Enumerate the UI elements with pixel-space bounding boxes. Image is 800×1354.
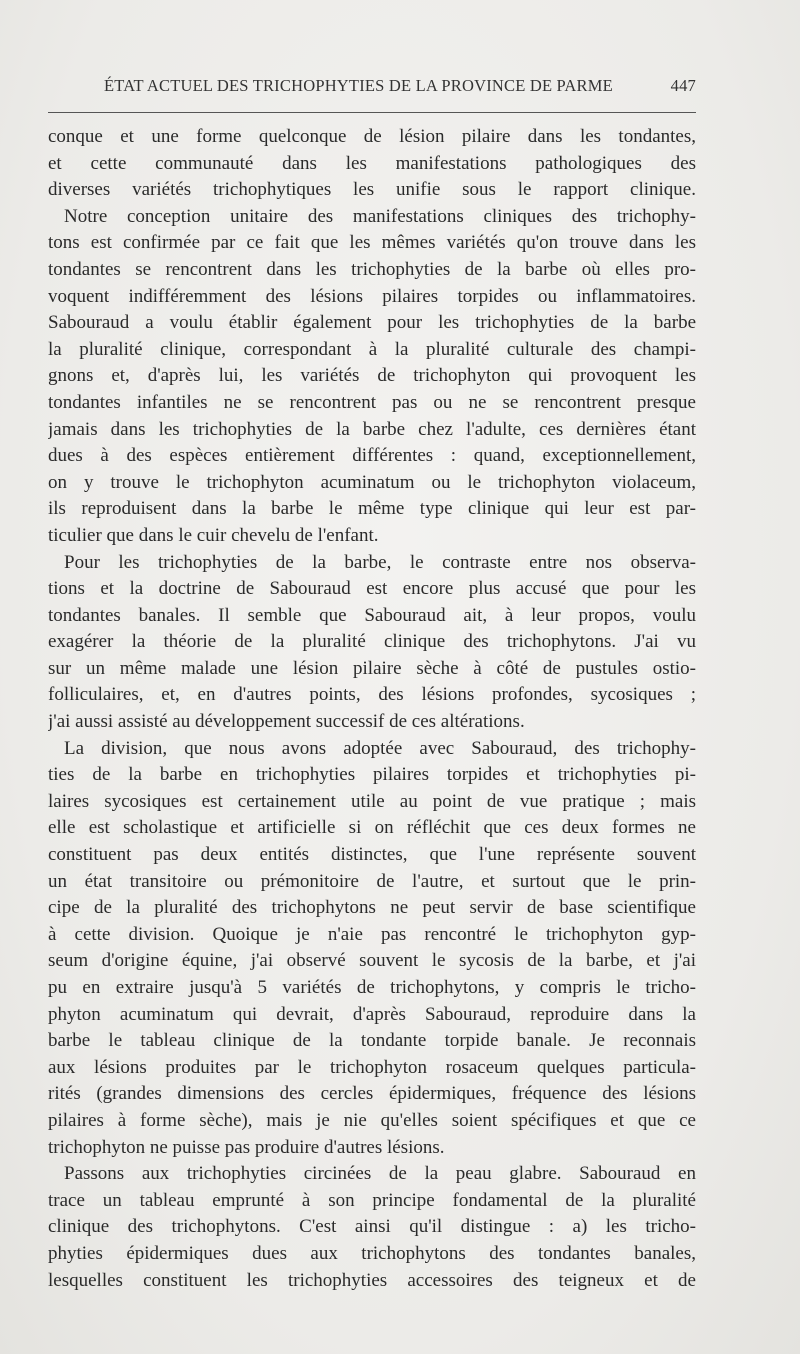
header-rule [48, 112, 696, 113]
text-line: gnons et, d'après lui, les variétés de trichophyton qui provoquent les [48, 365, 696, 387]
text-line: ticulier que dans le cuir chevelu de l'enfant. [48, 524, 379, 546]
text-line: sur un même malade une lésion pilaire sèche à côté de pustules ostio- [48, 657, 696, 679]
text-line: exagérer la théorie de la pluralité clinique des trichophytons. J'ai vu [48, 631, 696, 653]
text-line: et cette communauté dans les manifestations pathologiques des [48, 152, 696, 174]
running-head [48, 76, 696, 100]
page-number: 447 [670, 76, 696, 95]
text-line: constituent pas deux entités distinctes, que l'une représente souvent [48, 844, 696, 866]
text-line: à cette division. Quoique je n'aie pas rencontré le trichophyton gyp- [48, 923, 696, 945]
text-line: barbe le tableau clinique de la tondante torpide banale. Je reconnais [48, 1030, 696, 1052]
text-line: tons est confirmée par ce fait que les mêmes variétés qu'on trouve dans les [48, 232, 696, 254]
text-line: aux lésions produites par le trichophyton rosaceum quelques particula- [48, 1056, 696, 1078]
text-line: la pluralité clinique, correspondant à la pluralité culturale des champi- [48, 338, 696, 360]
text-line: rités (grandes dimensions des cercles épidermiques, fréquence des lésions [48, 1083, 696, 1105]
text-line: j'ai aussi assisté au développement successif de ces altérations. [48, 711, 525, 733]
text-line: elle est scholastique et artificielle si on réfléchit que ces deux formes ne [48, 817, 696, 839]
text-line: phyton acuminatum qui devrait, d'après Sabouraud, reproduire dans la [48, 1003, 696, 1025]
text-line: cipe de la pluralité des trichophytons ne peut servir de base scientifique [48, 897, 696, 919]
text-line: folliculaires, et, en d'autres points, des lésions profondes, sycosiques ; [48, 684, 696, 706]
text-line: voquent indifféremment des lésions pilaires torpides ou inflammatoires. [48, 285, 696, 307]
text-line: clinique des trichophytons. C'est ainsi qu'il distingue : a) les tricho- [48, 1216, 696, 1238]
text-line: phyties épidermiques dues aux trichophytons des tondantes banales, [48, 1242, 696, 1264]
text-line: pu en extraire jusqu'à 5 variétés de trichophytons, y compris le tricho- [48, 977, 696, 998]
text-line: laires sycosiques est certainement utile au point de vue pratique ; mais [48, 790, 696, 812]
text-line: Notre conception unitaire des manifestations cliniques des trichophy- [64, 205, 696, 227]
text-line: tondantes se rencontrent dans les trichophyties de la barbe où elles pro- [48, 258, 696, 280]
body-text [48, 124, 696, 1294]
text-line: tondantes banales. Il semble que Sabouraud ait, à leur propos, voulu [48, 604, 696, 626]
text-line: lesquelles constituent les trichophyties accessoires des teigneux et de [48, 1269, 696, 1291]
text-line: La division, que nous avons adoptée avec Sabouraud, des trichophy- [64, 737, 696, 759]
text-line: dues à des espèces entièrement différentes : quand, exceptionnellement, [48, 445, 696, 467]
text-line: on y trouve le trichophyton acuminatum ou le trichophyton violaceum, [48, 471, 696, 493]
text-line: jamais dans les trichophyties de la barbe chez l'adulte, ces dernières étant [48, 418, 696, 440]
text-line: tondantes infantiles ne se rencontrent pas ou ne se rencontrent presque [48, 391, 696, 413]
text-line: conque et une forme quelconque de lésion pilaire dans les tondantes, [48, 126, 696, 147]
text-line: un état transitoire ou prémonitoire de l'autre, et surtout que le prin- [48, 870, 696, 892]
text-line: ils reproduisent dans la barbe le même type clinique qui leur est par- [48, 498, 696, 520]
running-title: ÉTAT ACTUEL DES TRICHOPHYTIES DE LA PROVINCE DE PARME [104, 76, 613, 95]
text-line: trichophyton ne puisse pas produire d'autres lésions. [48, 1136, 445, 1158]
text-line: ties de la barbe en trichophyties pilaires torpides et trichophyties pi- [48, 764, 696, 786]
text-line: tions et la doctrine de Sabouraud est encore plus accusé que pour les [48, 578, 696, 600]
text-line: Sabouraud a voulu établir également pour les trichophyties de la barbe [48, 312, 696, 334]
text-line: Passons aux trichophyties circinées de la peau glabre. Sabouraud en [64, 1163, 696, 1185]
text-line: Pour les trichophyties de la barbe, le contraste entre nos observa- [64, 551, 696, 573]
text-line: trace un tableau emprunté à son principe fondamental de la pluralité [48, 1189, 696, 1211]
text-line: pilaires à forme sèche), mais je nie qu'elles soient spécifiques et que ce [48, 1109, 696, 1131]
text-line: seum d'origine équine, j'ai observé souvent le sycosis de la barbe, et j'ai [48, 950, 696, 972]
text-line: diverses variétés trichophytiques les unifie sous le rapport clinique. [48, 179, 696, 201]
